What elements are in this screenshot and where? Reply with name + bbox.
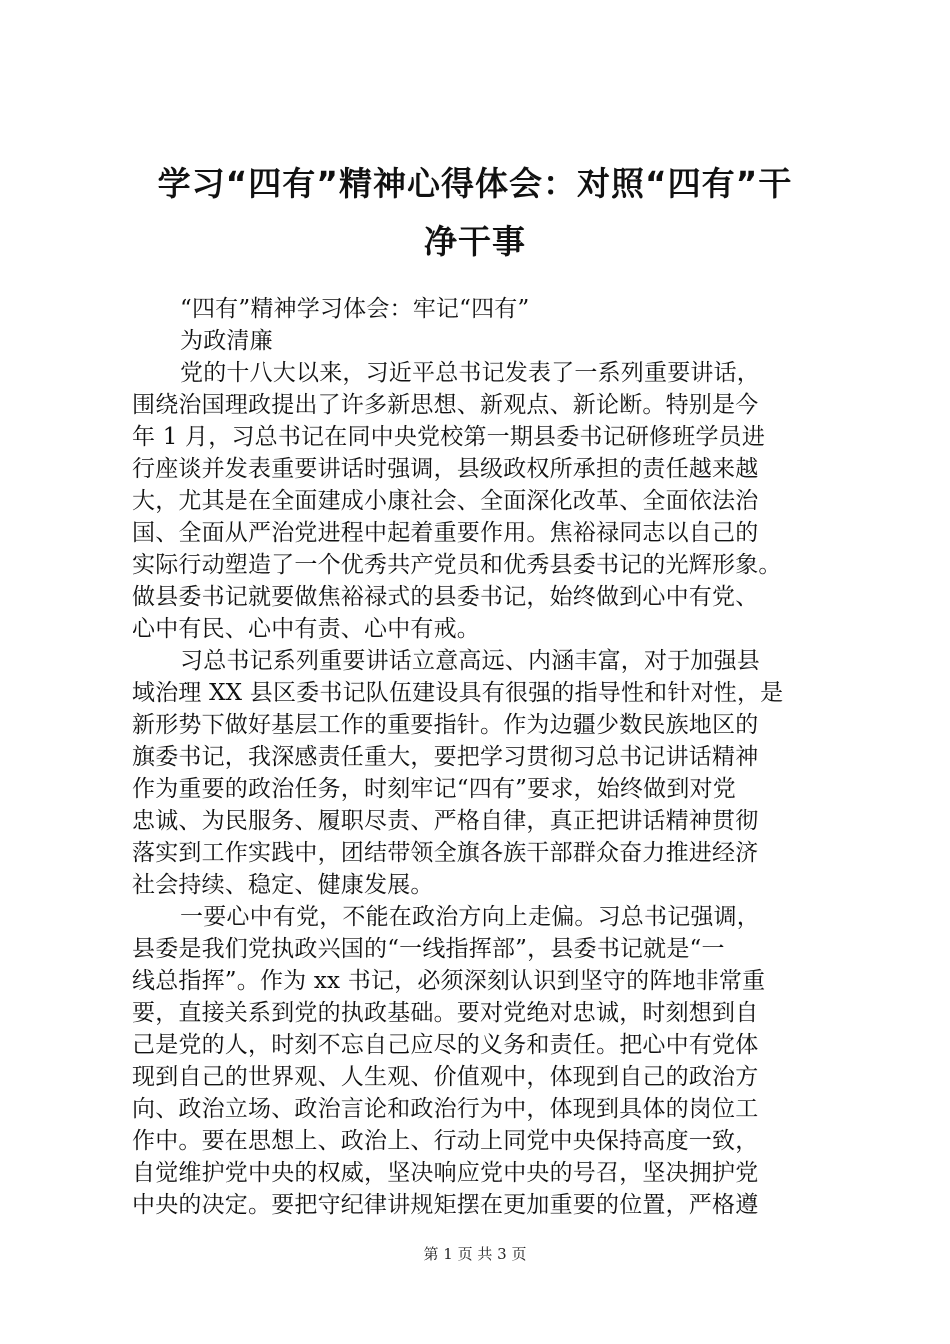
page-footer: 第 1 页 共 3 页 xyxy=(423,1245,527,1263)
body-text-line: 行座谈并发表重要讲话时强调，县级政权所承担的责任越来越 xyxy=(132,456,759,482)
body-text-line: 年 1 月，习总书记在同中央党校第一期县委书记研修班学员进 xyxy=(132,424,766,450)
body-text-line: 实际行动塑造了一个优秀共产党员和优秀县委书记的光辉形象。 xyxy=(132,552,782,578)
body-text-line: 中央的决定。要把守纪律讲规矩摆在更加重要的位置，严格遵 xyxy=(132,1192,759,1218)
body-text-line: 围绕治国理政提出了许多新思想、新观点、新论断。特别是今 xyxy=(132,392,759,418)
body-text-line: 心中有民、心中有责、心中有戒。 xyxy=(132,616,480,642)
subtitle-line-1: “四有”精神学习体会：牢记“四有” xyxy=(180,296,530,322)
body-text-line: 国、全面从严治党进程中起着重要作用。焦裕禄同志以自己的 xyxy=(132,520,759,546)
body-text-line: 一要心中有党，不能在政治方向上走偏。习总书记强调， xyxy=(180,904,760,930)
body-text-line: 县委是我们党执政兴国的“一线指挥部”，县委书记就是“一 xyxy=(132,936,725,962)
body-text-line: 新形势下做好基层工作的重要指针。作为边疆少数民族地区的 xyxy=(132,712,759,738)
body-text-line: 忠诚、为民服务、履职尽责、严格自律，真正把讲话精神贯彻 xyxy=(132,808,759,834)
body-text-line: 习总书记系列重要讲话立意高远、内涵丰富，对于加强县 xyxy=(180,648,760,674)
body-text-line: 自觉维护党中央的权威，坚决响应党中央的号召，坚决拥护党 xyxy=(132,1160,759,1186)
document-title-line-2: 净干事 xyxy=(424,222,526,261)
body-text-line: 向、政治立场、政治言论和政治行为中，体现到具体的岗位工 xyxy=(132,1096,759,1122)
body-text-line: 做县委书记就要做焦裕禄式的县委书记，始终做到心中有党、 xyxy=(132,584,759,610)
subtitle-line-2: 为政清廉 xyxy=(180,328,273,354)
body-text-line: 落实到工作实践中，团结带领全旗各族干部群众奋力推进经济 xyxy=(132,840,759,866)
document-body xyxy=(132,293,832,1221)
body-text-line: 域治理 XX 县区委书记队伍建设具有很强的指导性和针对性，是 xyxy=(132,680,784,706)
body-text-line: 现到自己的世界观、人生观、价值观中，体现到自己的政治方 xyxy=(132,1064,759,1090)
body-text-line: 旗委书记，我深感责任重大，要把学习贯彻习总书记讲话精神 xyxy=(132,744,759,770)
body-text-line: 社会持续、稳定、健康发展。 xyxy=(132,872,434,898)
body-text-line: 大，尤其是在全面建成小康社会、全面深化改革、全面依法治 xyxy=(132,488,759,514)
document-title-line-1: 学习“四有”精神心得体会：对照“四有”干 xyxy=(157,164,793,203)
body-text-line: 党的十八大以来，习近平总书记发表了一系列重要讲话， xyxy=(180,360,760,386)
body-text-line: 己是党的人，时刻不忘自己应尽的义务和责任。把心中有党体 xyxy=(132,1032,759,1058)
body-text-line: 要，直接关系到党的执政基础。要对党绝对忠诚，时刻想到自 xyxy=(132,1000,759,1026)
body-text-line: 线总指挥”。作为 xx 书记，必须深刻认识到坚守的阵地非常重 xyxy=(132,968,766,994)
body-text-line: 作为重要的政治任务，时刻牢记“四有”要求，始终做到对党 xyxy=(132,776,736,802)
body-text-line: 作中。要在思想上、政治上、行动上同党中央保持高度一致， xyxy=(132,1128,759,1154)
